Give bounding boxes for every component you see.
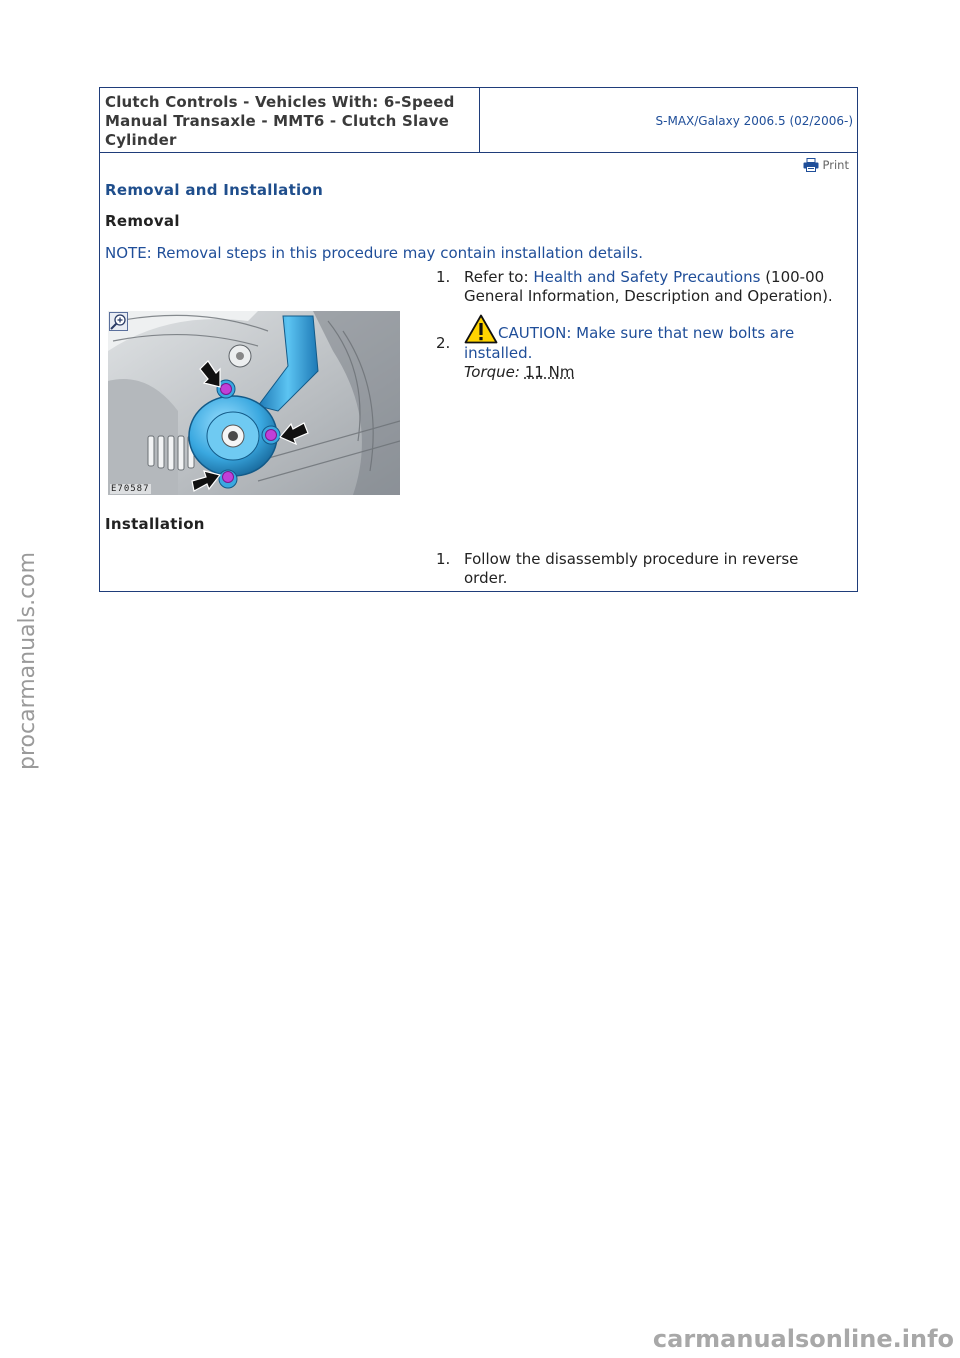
installation-step-1-number: 1.: [436, 550, 451, 568]
clutch-slave-cylinder-figure[interactable]: [108, 311, 400, 495]
printer-icon: [803, 158, 819, 172]
installation-step-1-line-1: Follow the disassembly procedure in reverse: [464, 550, 799, 568]
title-line-3: Cylinder: [105, 131, 177, 149]
removal-step-1-line-1: [464, 268, 856, 287]
print-label: Print: [822, 158, 849, 172]
installation-step-1-line-2: order.: [464, 569, 508, 587]
figure-code: E70587: [111, 484, 150, 494]
step-1-prefix: Refer to:: [464, 268, 534, 286]
installation-step-1: [464, 550, 856, 588]
removal-step-1-number: 1.: [436, 268, 451, 286]
zoom-in-icon[interactable]: [109, 312, 128, 331]
vehicle-model: S-MAX/Galaxy 2006.5 (02/2006-): [655, 114, 853, 128]
removal-step-2: [464, 314, 856, 382]
header-divider: [479, 88, 480, 152]
title-line-1: Clutch Controls - Vehicles With: 6-Speed: [105, 93, 455, 111]
torque-label: Torque:: [464, 363, 520, 381]
removal-step-2-number: 2.: [436, 334, 451, 352]
removal-note: NOTE: Removal steps in this procedure may contain installation details.: [105, 244, 643, 262]
torque-line: [464, 363, 856, 382]
removal-step-1-line-2: General Information, Description and Operation).: [464, 287, 833, 305]
warning-triangle-icon: [464, 314, 498, 344]
torque-value: 11 Nm: [524, 363, 575, 381]
section-title: Removal and Installation: [105, 181, 324, 199]
document-frame: [99, 87, 858, 592]
page-title: [105, 93, 475, 150]
caution-text-line-1: CAUTION: Make sure that new bolts are: [498, 324, 795, 342]
bottom-watermark: carmanualsonline.info: [652, 1325, 954, 1353]
removal-step-1: [464, 268, 856, 306]
installation-heading: Installation: [105, 515, 205, 533]
figure-illustration: [108, 311, 400, 495]
side-watermark: procarmanuals.com: [15, 551, 40, 770]
header-row: [100, 88, 857, 153]
health-safety-link[interactable]: Health and Safety Precautions: [533, 268, 761, 286]
removal-heading: Removal: [105, 212, 180, 230]
print-button[interactable]: [803, 158, 849, 172]
step-1-suffix: (100-00: [760, 268, 825, 286]
title-line-2: Manual Transaxle - MMT6 - Clutch Slave: [105, 112, 449, 130]
removal-step-2-line-1: [464, 314, 856, 344]
caution-text-line-2: installed.: [464, 344, 533, 362]
